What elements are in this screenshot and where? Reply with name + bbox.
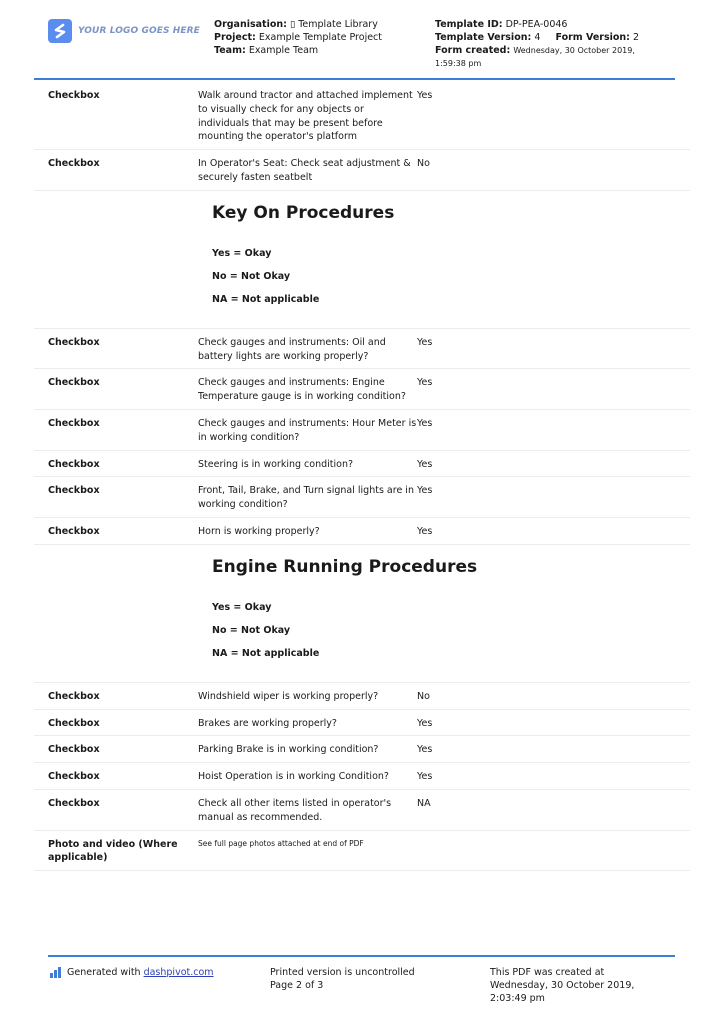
legend-yes: Yes = Okay — [212, 247, 272, 259]
footer-created-info — [490, 966, 634, 1005]
page-header — [0, 0, 723, 80]
table-row — [34, 451, 690, 478]
table-row — [34, 410, 690, 451]
template-version-label: Template Version: — [435, 32, 532, 43]
row-description: Check gauges and instruments: Hour Meter is in working condition? — [198, 417, 417, 443]
row-description: Hoist Operation is in working Condition? — [198, 771, 389, 783]
form-content — [34, 82, 690, 871]
footer-print-info — [270, 966, 415, 992]
answer-legend — [212, 223, 690, 328]
created-line-3: 2:03:49 pm — [490, 993, 545, 1004]
template-id-label: Template ID: — [435, 19, 503, 30]
row-label: Checkbox — [48, 771, 100, 783]
row-label: Checkbox — [48, 158, 100, 170]
row-label: Checkbox — [48, 717, 100, 729]
row-value: Yes — [417, 771, 433, 783]
row-value: Yes — [417, 744, 433, 756]
table-row — [34, 683, 690, 710]
table-row — [34, 763, 690, 790]
template-id-value: DP-PEA-0046 — [505, 19, 568, 30]
page-number: Page 2 of 3 — [270, 980, 324, 991]
row-value: Yes — [417, 485, 433, 497]
form-version-value: 2 — [632, 32, 640, 43]
section-title: Key On Procedures — [212, 202, 395, 223]
table-row — [34, 790, 690, 831]
row-label: Checkbox — [48, 690, 100, 702]
section-title: Engine Running Procedures — [212, 556, 478, 577]
dashpivot-link[interactable]: dashpivot.com — [143, 967, 214, 978]
legend-na: NA = Not applicable — [212, 293, 320, 305]
row-value: Yes — [417, 90, 433, 101]
row-description: Parking Brake is in working condition? — [198, 744, 379, 756]
row-description: Brakes are working properly? — [198, 717, 337, 729]
row-label: Photo and video (Where applicable) — [48, 838, 178, 864]
answer-legend — [212, 577, 690, 682]
table-row — [34, 736, 690, 763]
row-description: Walk around tractor and attached implement to visually check for any objects or individuals that may be present before mounting the operator's platform — [198, 90, 413, 143]
row-label: Checkbox — [48, 744, 100, 756]
table-row — [34, 150, 690, 191]
form-version-label: Form Version: — [555, 32, 630, 43]
row-label: Checkbox — [48, 458, 100, 470]
row-description: See full page photos attached at end of PDF — [198, 838, 364, 848]
row-value: Yes — [417, 458, 433, 470]
row-label: Checkbox — [48, 90, 100, 101]
created-line-2: Wednesday, 30 October 2019, — [490, 980, 635, 991]
organisation-label: Organisation: — [214, 19, 287, 30]
table-row — [34, 477, 690, 518]
row-label: Checkbox — [48, 525, 100, 537]
row-value: No — [417, 158, 430, 170]
legend-no: No = Not Okay — [212, 624, 291, 636]
row-value: Yes — [417, 717, 433, 729]
row-description: Check gauges and instruments: Engine Temperature gauge is in working condition? — [198, 377, 406, 403]
form-created-time: 1:59:38 pm — [435, 59, 482, 68]
team-value: Example Team — [248, 45, 319, 56]
template-version-value: 4 — [534, 32, 541, 43]
row-value — [417, 838, 690, 866]
footer-divider — [48, 955, 675, 957]
logo-icon — [48, 19, 72, 43]
row-value: Yes — [417, 417, 433, 429]
uncontrolled-note: Printed version is uncontrolled — [270, 967, 415, 978]
row-label: Checkbox — [48, 417, 100, 429]
table-row — [34, 369, 690, 410]
row-description: Steering is in working condition? — [198, 458, 354, 470]
row-label: Checkbox — [48, 336, 100, 348]
legend-no: No = Not Okay — [212, 270, 291, 282]
generated-text: Generated with — [67, 967, 141, 978]
row-value: No — [417, 690, 430, 702]
row-value: NA — [417, 797, 431, 809]
section-engine-running — [34, 545, 690, 683]
table-row — [34, 329, 690, 370]
row-label: Checkbox — [48, 377, 100, 389]
created-line-1: This PDF was created at — [490, 967, 605, 978]
row-description: Check all other items listed in operator's manual as recommended. — [198, 797, 392, 823]
row-label: Checkbox — [48, 485, 100, 497]
table-row — [34, 82, 690, 150]
row-value: Yes — [417, 336, 433, 348]
row-description: Horn is working properly? — [198, 525, 320, 537]
photo-video-row — [34, 831, 690, 872]
organisation-value: ▯ Template Library — [289, 19, 378, 30]
footer-generated — [50, 966, 214, 979]
legend-yes: Yes = Okay — [212, 601, 272, 613]
header-template-info — [435, 18, 639, 70]
logo — [48, 19, 200, 43]
row-description: Front, Tail, Brake, and Turn signal lights are in working condition? — [198, 485, 414, 511]
header-org-info — [214, 18, 382, 57]
row-description: Windshield wiper is working properly? — [198, 690, 379, 702]
section-key-on — [34, 191, 690, 329]
logo-text: YOUR LOGO GOES HERE — [78, 26, 200, 36]
dashpivot-bars-icon — [50, 967, 62, 978]
team-label: Team: — [214, 45, 246, 56]
table-row — [34, 518, 690, 545]
project-value: Example Template Project — [258, 32, 382, 43]
row-value: Yes — [417, 525, 433, 537]
row-label: Checkbox — [48, 797, 100, 809]
row-value: Yes — [417, 377, 433, 389]
form-created-value: Wednesday, 30 October 2019, — [513, 46, 635, 55]
table-row — [34, 710, 690, 737]
legend-na: NA = Not applicable — [212, 647, 320, 659]
row-description: Check gauges and instruments: Oil and battery lights are working properly? — [198, 336, 386, 362]
project-label: Project: — [214, 32, 256, 43]
header-divider — [34, 78, 675, 80]
form-created-label: Form created: — [435, 45, 511, 56]
row-description: In Operator's Seat: Check seat adjustment & securely fasten seatbelt — [198, 158, 411, 183]
